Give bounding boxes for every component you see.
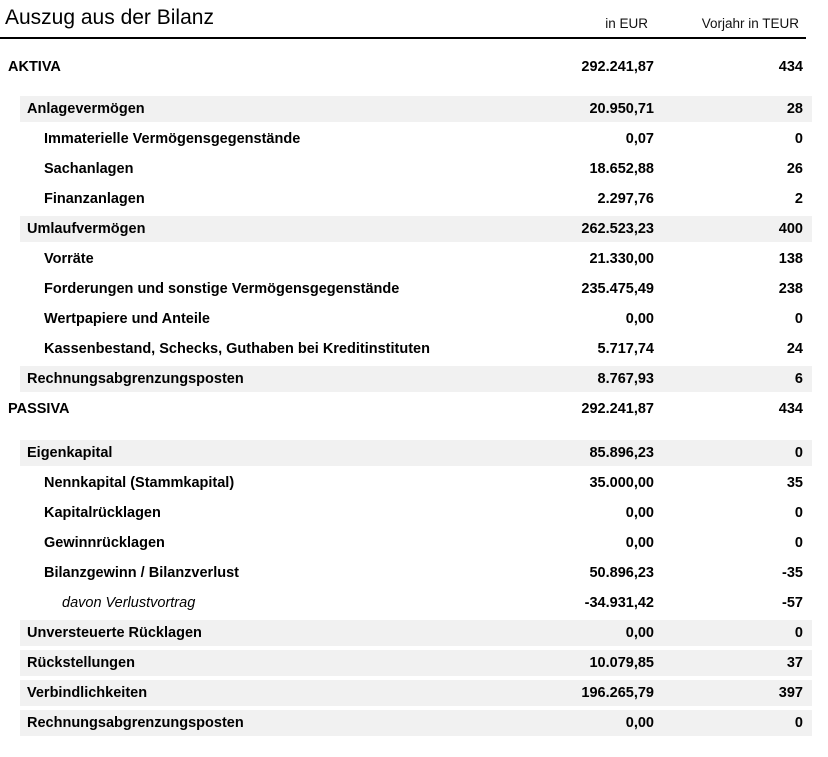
- report-header: [0, 0, 806, 39]
- table-row: [0, 274, 812, 304]
- table-row: [0, 678, 812, 708]
- row-label: Kassenbestand, Schecks, Guthaben bei Kreditinstituten: [44, 341, 430, 357]
- row-value-eur: 0,00: [625, 715, 654, 731]
- table-row: [0, 124, 812, 154]
- page-title: Auszug aus der Bilanz: [5, 6, 214, 29]
- section-row: [0, 52, 812, 82]
- row-value-teur: 0: [794, 445, 803, 461]
- row-label: Eigenkapital: [27, 445, 113, 461]
- row-label: Verbindlichkeiten: [27, 685, 148, 701]
- column-header-eur: in EUR: [605, 16, 648, 31]
- row-value-eur: 18.652,88: [589, 161, 654, 177]
- table-row: [0, 498, 812, 528]
- row-value-eur: 262.523,23: [581, 221, 654, 237]
- row-value-eur: 35.000,00: [589, 475, 654, 491]
- table-row: [0, 438, 812, 468]
- row-value-eur: 21.330,00: [589, 251, 654, 267]
- row-value-teur: 434: [778, 401, 803, 417]
- row-value-eur: 0,00: [625, 535, 654, 551]
- row-label: AKTIVA: [8, 59, 61, 75]
- row-value-teur: 138: [778, 251, 803, 267]
- row-value-teur: 0: [794, 535, 803, 551]
- row-label: Immaterielle Vermögensgegenstände: [44, 131, 301, 147]
- table-row: [0, 154, 812, 184]
- row-value-teur: 400: [778, 221, 803, 237]
- row-label: Nennkapital (Stammkapital): [44, 475, 235, 491]
- row-value-teur: 0: [794, 505, 803, 521]
- row-value-teur: 0: [794, 131, 803, 147]
- row-value-teur: 238: [778, 281, 803, 297]
- row-label: Forderungen und sonstige Vermögensgegenstände: [44, 281, 400, 297]
- row-value-teur: -57: [782, 595, 803, 611]
- row-value-eur: 196.265,79: [581, 685, 654, 701]
- table-row: [0, 648, 812, 678]
- row-value-teur: 397: [778, 685, 803, 701]
- row-value-teur: 0: [794, 625, 803, 641]
- table-row: [0, 588, 812, 618]
- row-value-teur: 24: [786, 341, 803, 357]
- row-value-eur: 292.241,87: [581, 59, 654, 75]
- table-row: [0, 528, 812, 558]
- row-value-teur: 6: [794, 371, 803, 387]
- row-label: Vorräte: [44, 251, 94, 267]
- row-label: Sachanlagen: [44, 161, 134, 177]
- column-headers: [457, 16, 806, 31]
- row-label: Unversteuerte Rücklagen: [27, 625, 202, 641]
- row-value-eur: 20.950,71: [589, 101, 654, 117]
- table-row: [0, 708, 812, 738]
- table-row: [0, 558, 812, 588]
- table-row: [0, 364, 812, 394]
- row-value-eur: 0,07: [625, 131, 654, 147]
- row-label: Kapitalrücklagen: [44, 505, 161, 521]
- row-value-eur: 292.241,87: [581, 401, 654, 417]
- row-label: Bilanzgewinn / Bilanzverlust: [44, 565, 239, 581]
- row-label: Rückstellungen: [27, 655, 135, 671]
- row-label: PASSIVA: [8, 401, 70, 417]
- row-value-teur: 28: [786, 101, 803, 117]
- row-label: Rechnungsabgrenzungsposten: [27, 371, 244, 387]
- row-label: Finanzanlagen: [44, 191, 145, 207]
- row-label: Gewinnrücklagen: [44, 535, 165, 551]
- row-value-eur: 2.297,76: [597, 191, 654, 207]
- row-label: Umlaufvermögen: [27, 221, 146, 237]
- row-value-teur: 0: [794, 311, 803, 327]
- row-value-teur: -35: [782, 565, 803, 581]
- row-value-eur: 5.717,74: [597, 341, 654, 357]
- row-value-eur: 85.896,23: [589, 445, 654, 461]
- row-label: Rechnungsabgrenzungsposten: [27, 715, 244, 731]
- table-row: [0, 94, 812, 124]
- table-row: [0, 214, 812, 244]
- row-label: Wertpapiere und Anteile: [44, 311, 210, 327]
- table-row: [0, 618, 812, 648]
- column-header-teur: Vorjahr in TEUR: [701, 16, 799, 31]
- row-value-eur: 50.896,23: [589, 565, 654, 581]
- table-row: [0, 304, 812, 334]
- row-value-eur: 0,00: [625, 625, 654, 641]
- section-row: [0, 394, 812, 424]
- row-value-eur: 0,00: [625, 311, 654, 327]
- row-value-teur: 37: [786, 655, 803, 671]
- balance-sheet-table: [0, 52, 828, 738]
- row-value-teur: 2: [794, 191, 803, 207]
- row-label: Anlagevermögen: [27, 101, 145, 117]
- row-value-teur: 26: [786, 161, 803, 177]
- table-row: [0, 184, 812, 214]
- table-row: [0, 244, 812, 274]
- row-value-teur: 35: [786, 475, 803, 491]
- row-value-eur: 10.079,85: [589, 655, 654, 671]
- row-value-teur: 0: [794, 715, 803, 731]
- row-label: davon Verlustvortrag: [62, 595, 196, 611]
- row-value-eur: 0,00: [625, 505, 654, 521]
- row-value-eur: 8.767,93: [597, 371, 654, 387]
- table-row: [0, 334, 812, 364]
- table-row: [0, 468, 812, 498]
- row-value-eur: -34.931,42: [584, 595, 654, 611]
- row-value-eur: 235.475,49: [581, 281, 654, 297]
- row-value-teur: 434: [778, 59, 803, 75]
